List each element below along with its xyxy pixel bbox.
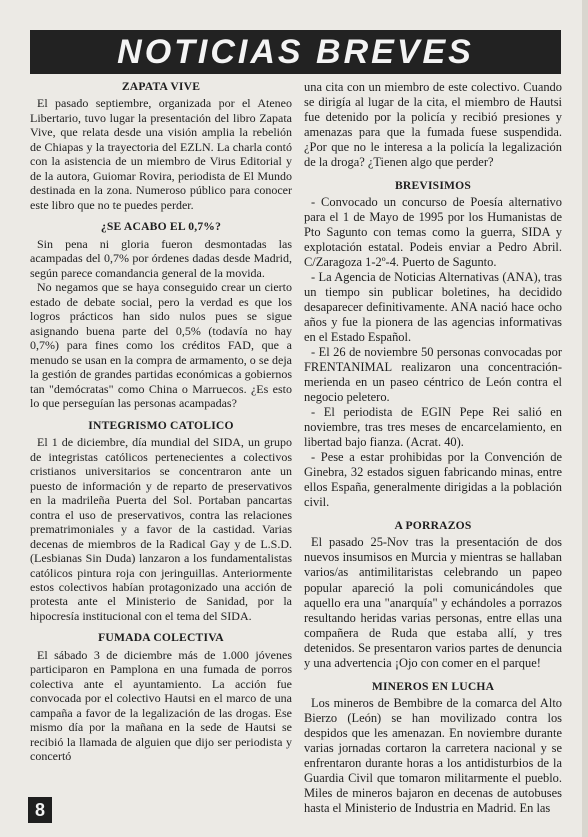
article-heading: FUMADA COLECTIVA (98, 631, 224, 645)
right-column (304, 80, 562, 816)
article-paragraph: - El periodista de EGIN Pepe Rei salió en noviembre, tras tres meses de encarcelamiento, en libertad bajo fianza. (Acrat. 40). (304, 405, 562, 450)
article-paragraph: Sin pena ni gloria fueron desmontadas las acampadas del 0,7% por órdenes dadas desde Madrid, según parece comandancia general de la movida. (30, 236, 292, 280)
article-paragraph: El 1 de diciembre, día mundial del SIDA, un grupo de integristas católicos pertenecientes a colectivos cristianos universitarios se concentraron ante un puesto de información y de reparto de preservativos en la madrileña Puerta del Sol. Portaban pancartas contra el uso de preservativos, contra las relaciones prematrimoniales y a favor de la castidad. Varias decenas de miembros de la Radical Gay y de L.S.D. (Lesbianas Sin Duda) lanzaron a los fundamentalistas católicos pintura roja con jeringuillas. Anteriormente estos colectivos habían protagonizado una acción de protesta ante el Ministerio de Sanidad, por la hipocresía institucional con el tema del SIDA. (30, 435, 292, 623)
article-heading: A PORRAZOS (394, 519, 472, 533)
article-paragraph: No negamos que se haya conseguido crear un cierto estado de debate social, pero la verdad es que los logros prácticos han sido nulos pues se sigue asignando buena parte del 0,5% (todavía no hay 0,7%) para fines como los créditos FAD, que a menudo se usan en la compra de armamento, o se deja la gestión de grandes partidas económicas a gobiernos tan "demócratas" como China o Marruecos. ¿Es esto lo que perseguían las personas acampadas? (30, 280, 292, 411)
page-edge-shadow (582, 0, 588, 837)
article-heading: INTEGRISMO CATOLICO (88, 418, 234, 432)
section-title: NOTICIAS BREVES (117, 33, 474, 71)
article-heading: MINEROS EN LUCHA (371, 679, 495, 693)
article-paragraph: - Pese a estar prohibidas por la Convención de Ginebra, 32 estados siguen fabricando minas, entre ellos España, generalmente dirigidas a la población civil. (304, 450, 562, 510)
page-number: 8 (28, 797, 52, 823)
article-paragraph: El sábado 3 de diciembre más de 1.000 jóvenes participaron en Pamplona en una fumada de porros colectiva ante el ayuntamiento. La acción fue convocada por el colectivo Hautsi en el marco de una campaña a favor de la legalización de las drogas. Ese mismo día por la mañana en la sede de Hautsi se recibió la llamada de alguien que dijo ser periodista y concertó (30, 647, 292, 764)
article-heading: ¿SE ACABO EL 0,7%? (100, 220, 222, 234)
article-heading: BREVISIMOS (394, 179, 472, 193)
article-paragraph: Los mineros de Bembibre de la comarca del Alto Bierzo (León) se han movilizado contra los despidos que les amenazan. En noviembre durante varias jornadas cortaron la carretera nacional y se enfrentaron durante horas a los antidisturbios de la Guardia Civil que tomaron militarmente el pueblo. Miles de mineros bajaron en decenas de autobuses hasta el Ministerio de Industria en Madrid. En las (304, 695, 562, 815)
article-paragraph: una cita con un miembro de este colectivo. Cuando se dirigía al lugar de la cita, el miembro de Hautsi fue detenido por la policía y recibió presiones y amenazas para que la fumada fuese suspendida. ¿Por que no le interesa a la policía la legalización de la droga? ¿Tienen algo que perder? (304, 80, 562, 170)
article-paragraph: - La Agencia de Noticias Alternativas (ANA), tras un tiempo sin publicar boletines, ha decidido desaparecer definitivamente. ANA nació hace ocho años y fue la pionera de las agencias informativas en el Estado Español. (304, 270, 562, 345)
article-paragraph: - El 26 de noviembre 50 personas convocadas por FRENTANIMAL realizaron una concentración-merienda en un paseo céntrico de León contra el negocio peletero. (304, 345, 562, 405)
section-banner (30, 30, 561, 74)
article-paragraph: El pasado septiembre, organizada por el Ateneo Libertario, tuvo lugar la presentación del libro Zapata Vive, que relata desde una visión amplia la rebelión de Chiapas y la trayectoria del EZLN. La charla contó con la asistencia de un miembro de Virus Editorial y de la autora, Guiomar Rovira, periodista de El Mundo destinada en la zona. Numeroso público para conocer este libro que no te puedes perder. (30, 96, 292, 212)
left-column (30, 80, 292, 764)
article-heading: ZAPATA VIVE (121, 80, 201, 93)
article-paragraph: - Convocado un concurso de Poesía alternativo para el 1 de Mayo de 1995 por los Humanistas de Pto Sagunto con temas como la guerra, SIDA y explotación estatal. Podeis enviar a Pedro Abril. C/Zaragoza 1-2º-4. Puerto de Sagunto. (304, 195, 562, 270)
article-paragraph: El pasado 25-Nov tras la presentación de dos nuevos insumisos en Murcia y mientras se hallaban varios/as antimilitaristas celebrando un papeo popular apareció la poli comunicándoles que aquello era una "anarquía" y echándoles a porrazos resultando heridas varias personas, entre ellas una compañera de Ruda que estaba allí, y tres detenidos. Se presentaron varios partes de denuncia y una advertencia ¡Ojo con comer en el parque! (304, 535, 562, 670)
